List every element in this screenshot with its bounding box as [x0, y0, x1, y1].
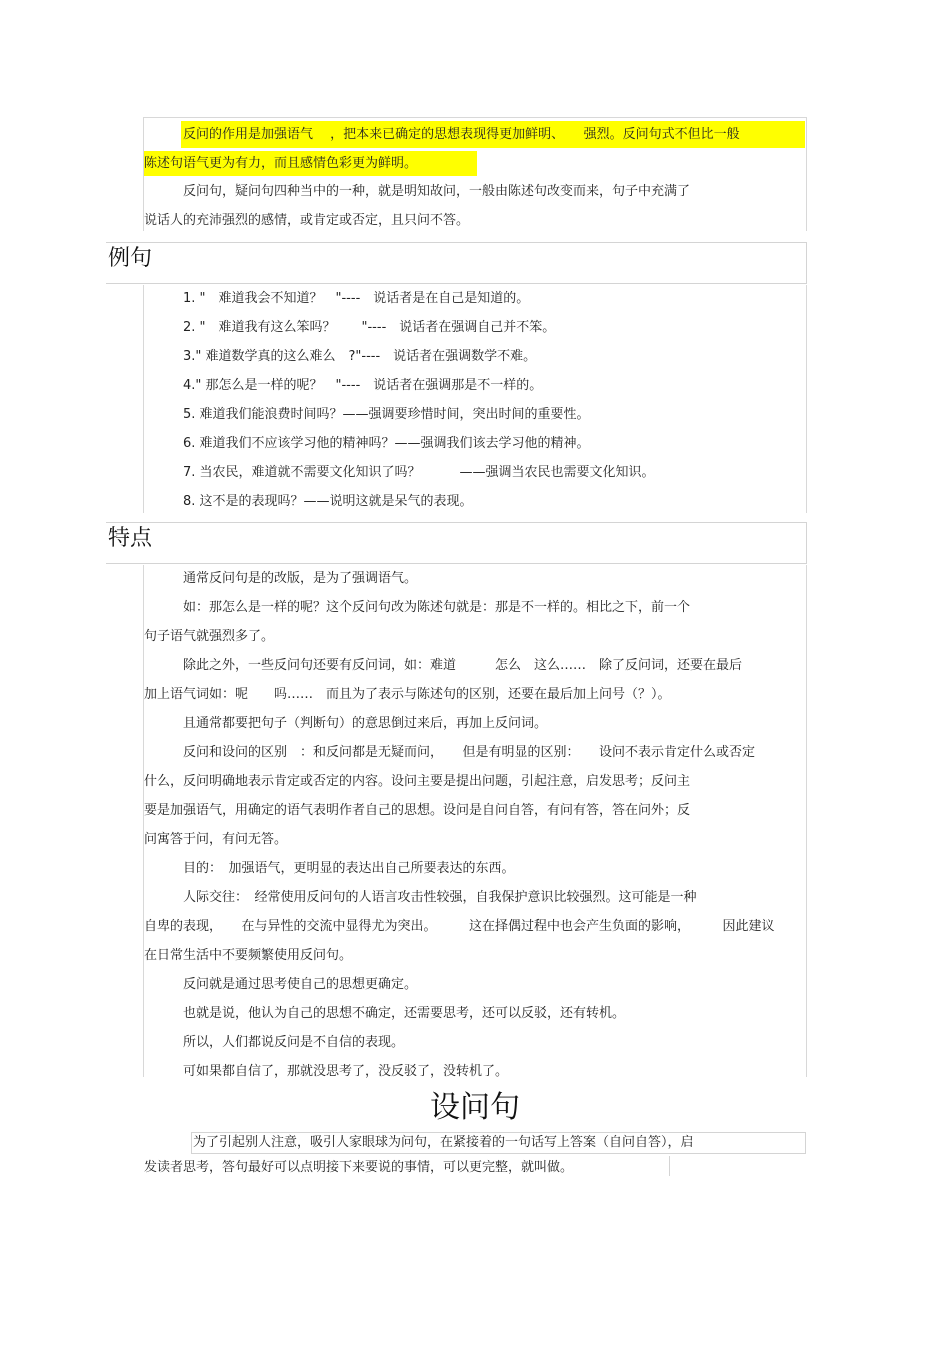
feature-line: 如：那怎么是一样的呢？这个反问句改为陈述句就是：那是不一样的。相比之下，前一个: [183, 600, 691, 615]
intro-highlight-line2: 陈述句语气更为有力，而且感情色彩更为鲜明。: [144, 156, 418, 171]
feature-line: 且通常都要把句子（判断句）的意思倒过来后，再加上反问词。: [183, 716, 548, 731]
examples-heading-box: [106, 242, 807, 284]
examples-frame-left: [143, 285, 144, 513]
example-item: 2. " 难道我有这么笨吗？ "---- 说话者在强调自己并不笨。: [183, 320, 556, 335]
example-item: 3." 难道数学真的这么难么 ?"---- 说话者在强调数学不难。: [183, 349, 537, 364]
intro-highlight-line1: 反问的作用是加强语气 ，把本来已确定的思想表现得更加鲜明、 强烈。反问句式不但比一般: [183, 127, 740, 142]
intro-frame-top: [143, 117, 807, 118]
example-item: 7. 当农民，难道就不需要文化知识了吗？ ——强调当农民也需要文化知识。: [183, 465, 655, 480]
features-heading: 特点: [108, 526, 153, 551]
feature-line: 也就是说，他认为自己的思想不确定，还需要思考，还可以反驳，还有转机。: [183, 1006, 626, 1021]
intro-frame-right: [806, 117, 807, 231]
feature-line: 句子语气就强烈多了。: [144, 629, 275, 644]
example-item: 1. " 难道我会不知道？ "---- 说话者是在自己是知道的。: [183, 291, 530, 306]
feature-line: 反问就是通过思考使自己的思想更确定。: [183, 977, 418, 992]
rhetorical-line2: 发读者思考，答句最好可以点明接下来要说的事情，可以更完整，就叫做。: [144, 1160, 574, 1175]
feature-line: 要是加强语气，用确定的语气表明作者自己的思想。设问是自问自答，有问有答，答在问外；反: [144, 803, 691, 818]
intro-line4: 说话人的充沛强烈的感情，或肯定或否定，且只问不答。: [144, 213, 470, 228]
feature-line: 目的： 加强语气，更明显的表达出自己所要表达的东西。: [183, 861, 515, 876]
feature-line: 除此之外，一些反问句还要有反问词，如：难道 怎么 这么…… 除了反问词，还要在最后: [183, 658, 743, 673]
example-item: 6. 难道我们不应该学习他的精神吗？——强调我们该去学习他的精神。: [183, 436, 590, 451]
feature-line: 什么，反问明确地表示肯定或否定的内容。设问主要是提出问题，引起注意，启发思考；反问主: [144, 774, 691, 789]
rhetorical-title: 设问句: [430, 1090, 520, 1125]
example-item: 5. 难道我们能浪费时间吗？——强调要珍惜时间，突出时间的重要性。: [183, 407, 590, 422]
example-item: 8. 这不是的表现吗？——说明这就是呆气的表现。: [183, 494, 473, 509]
feature-line: 自卑的表现， 在与异性的交流中显得尤为突出。 这在择偶过程中也会产生负面的影响， 因此建议: [144, 919, 775, 934]
intro-line3: 反问句，疑问句四种当中的一种，就是明知故问，一般由陈述句改变而来，句子中充满了: [183, 184, 691, 199]
features-heading-box: [106, 522, 807, 564]
feature-line: 人际交往： 经常使用反问句的人语言攻击性较强，自我保护意识比较强烈。这可能是一种: [183, 890, 697, 905]
feature-line: 加上语气词如：呢 吗…… 而且为了表示与陈述句的区别，还要在最后加上问号（？）。: [144, 687, 671, 702]
feature-line: 可如果都自信了，那就没思考了，没反驳了，没转机了。: [183, 1064, 509, 1079]
feature-line: 所以，人们都说反问是不自信的表现。: [183, 1035, 405, 1050]
feature-line: 问寓答于问，有问无答。: [144, 832, 288, 847]
rhetorical-line1: 为了引起别人注意，吸引人家眼球为问句，在紧接着的一句话写上答案（自问自答），启: [193, 1135, 694, 1150]
examples-frame-right: [806, 285, 807, 513]
feature-line: 反问和设问的区别 ：和反问都是无疑而问， 但是有明显的区别： 设问不表示肯定什么或否定: [183, 745, 756, 760]
example-item: 4." 那怎么是一样的呢？ "---- 说话者在强调那是不一样的。: [183, 378, 543, 393]
examples-heading: 例句: [108, 246, 153, 271]
feature-line: 在日常生活中不要频繁使用反问句。: [144, 948, 353, 963]
feature-line: 通常反问句是的改版，是为了强调语气。: [183, 571, 418, 586]
features-frame-right: [806, 565, 807, 1077]
